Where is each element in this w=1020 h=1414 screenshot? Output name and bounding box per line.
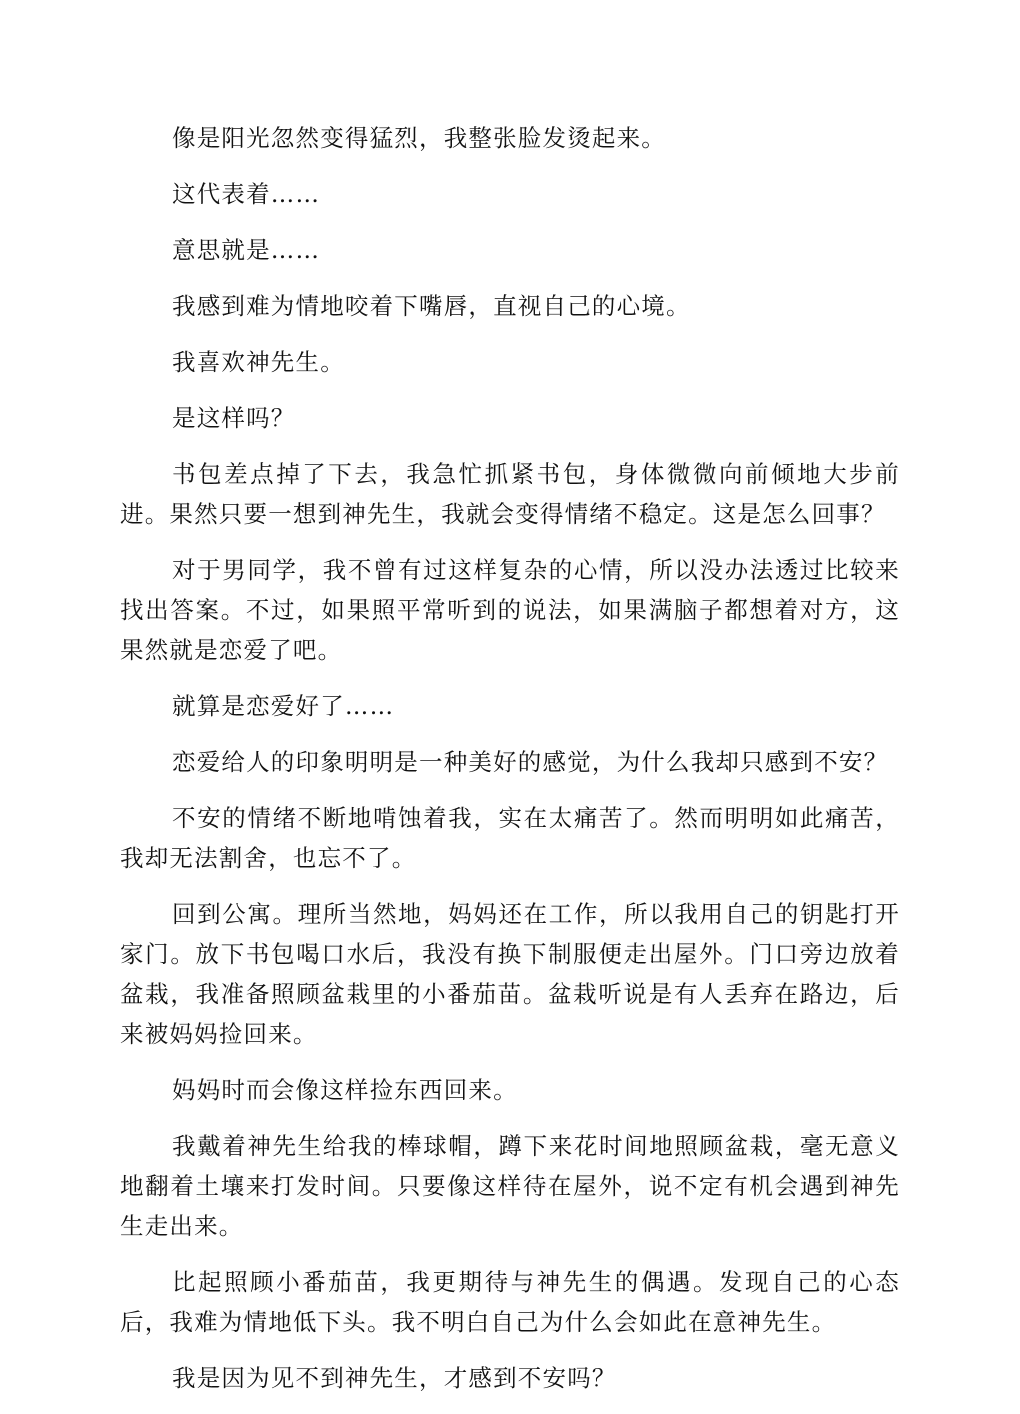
paragraph: 我是因为见不到神先生，才感到不安吗？: [172, 1364, 617, 1392]
paragraph: 书包差点掉了下去，我急忙抓紧书包，身体微微向前倾地大步前进。果然只要一想到神先生，我就会变得情绪不稳定。这是怎么回事？: [120, 460, 900, 528]
paragraph: 像是阳光忽然变得猛烈，我整张脸发烫起来。: [172, 124, 666, 152]
paragraph: 这代表着……: [172, 180, 321, 208]
paragraph: 妈妈时而会像这样捡东西回来。: [172, 1076, 518, 1104]
paragraph: 就算是恋爱好了……: [172, 692, 395, 720]
paragraph: 我喜欢神先生。: [172, 348, 345, 376]
paragraph: 回到公寓。理所当然地，妈妈还在工作，所以我用自己的钥匙打开家门。放下书包喝口水后，我没有换下制服便走出屋外。门口旁边放着盆栽，我准备照顾盆栽里的小番茄苗。盆栽听说是有人丢弃在路边，后来被妈妈捡回来。: [120, 900, 900, 1048]
paragraph: 不安的情绪不断地啃蚀着我，实在太痛苦了。然而明明如此痛苦，我却无法割舍，也忘不了。: [120, 804, 900, 872]
body-text: [120, 118, 900, 1414]
paragraph: 对于男同学，我不曾有过这样复杂的心情，所以没办法透过比较来找出答案。不过，如果照平常听到的说法，如果满脑子都想着对方，这果然就是恋爱了吧。: [120, 556, 900, 664]
paragraph: 我感到难为情地咬着下嘴唇，直视自己的心境。: [172, 292, 691, 320]
paragraph: 是这样吗？: [172, 404, 296, 432]
paragraph: 意思就是……: [172, 236, 321, 264]
paragraph: 我戴着神先生给我的棒球帽，蹲下来花时间地照顾盆栽，毫无意义地翻着土壤来打发时间。只要像这样待在屋外，说不定有机会遇到神先生走出来。: [120, 1132, 900, 1240]
paragraph: 比起照顾小番茄苗，我更期待与神先生的偶遇。发现自己的心态后，我难为情地低下头。我不明白自己为什么会如此在意神先生。: [120, 1268, 900, 1336]
paragraph: 恋爱给人的印象明明是一种美好的感觉，为什么我却只感到不安？: [172, 748, 889, 776]
